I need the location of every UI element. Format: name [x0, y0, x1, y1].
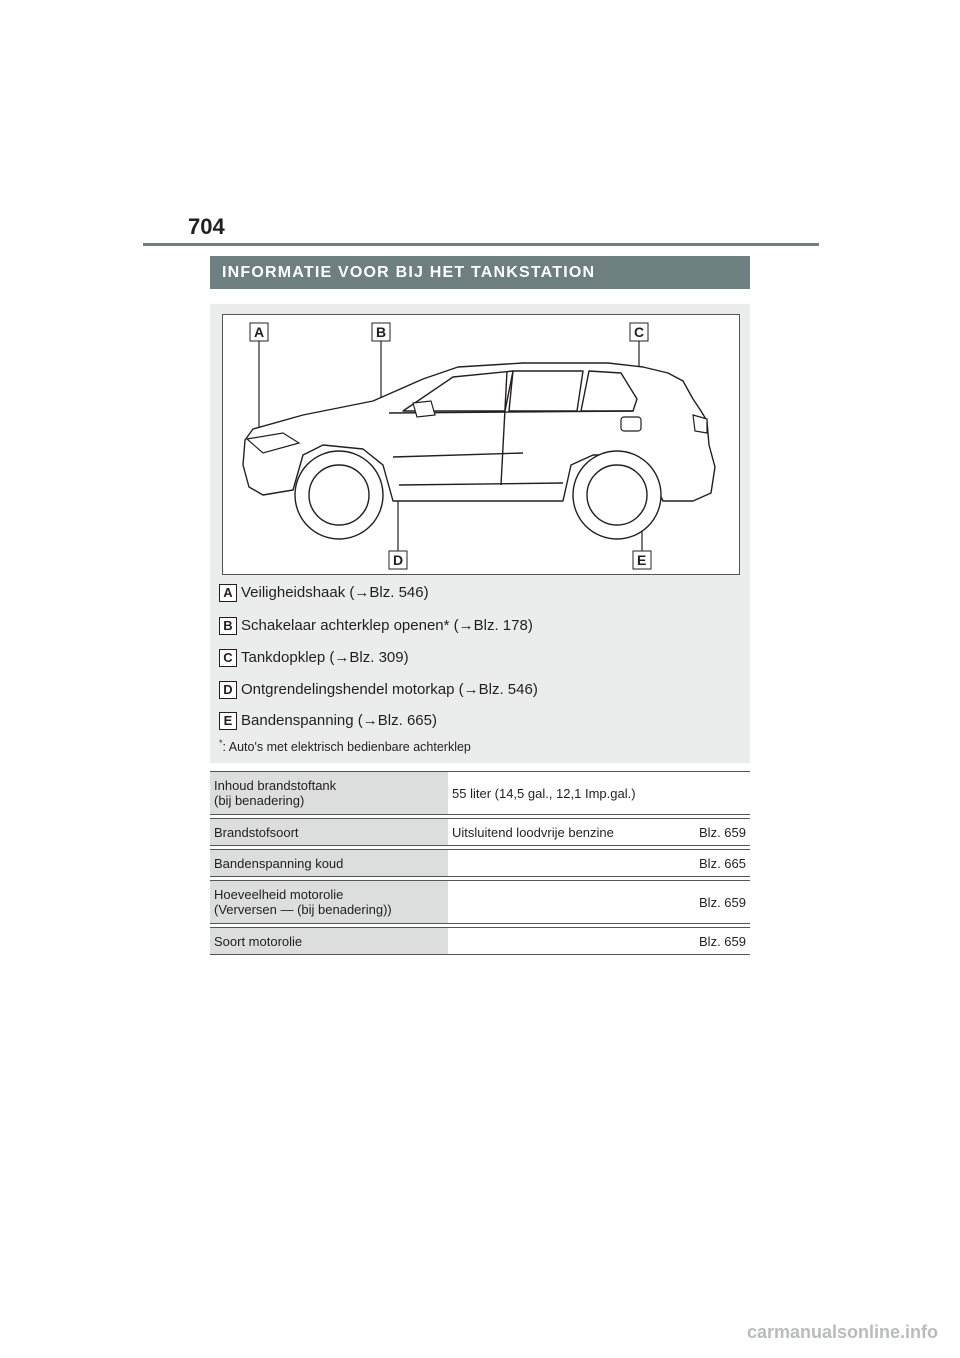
table-value-cell — [448, 819, 750, 846]
callout-b: B — [376, 324, 387, 340]
label-line: (bij benadering) — [214, 793, 305, 808]
callout-d: D — [393, 552, 404, 568]
value-text: Uitsluitend loodvrije benzine — [452, 824, 614, 840]
legend-text-b: Schakelaar achterklep openen* (→Blz. 178) — [241, 617, 533, 634]
table-value-cell — [448, 850, 750, 877]
car-illustration — [222, 314, 740, 575]
label-line: Brandstofsoort — [214, 824, 299, 840]
page-reference: Blz. 665 — [699, 855, 746, 871]
table-label-cell — [210, 881, 448, 924]
value-text: 55 liter (14,5 gal., 12,1 Imp.gal.) — [452, 785, 636, 801]
page-reference: Blz. 659 — [699, 894, 746, 910]
table-label-cell — [210, 772, 448, 815]
header-rule — [143, 243, 819, 246]
label-line: Hoeveelheid motorolie — [214, 887, 344, 902]
table-label-cell — [210, 819, 448, 846]
page-reference: Blz. 659 — [699, 824, 746, 840]
table-label-cell — [210, 928, 448, 955]
label-line: Bandenspanning koud — [214, 855, 344, 871]
page-reference: Blz. 659 — [699, 933, 746, 949]
table-label-cell — [210, 850, 448, 877]
label-line: (Verversen — (bij benadering)) — [214, 902, 392, 917]
footnote — [219, 738, 471, 754]
table-row — [210, 850, 750, 877]
watermark: carmanualsonline.info — [746, 1322, 938, 1342]
callout-c: C — [634, 324, 645, 340]
legend-text-d: Ontgrendelingshendel motorkap (→Blz. 546) — [241, 681, 538, 698]
section-title: INFORMATIE VOOR BIJ HET TANKSTATION — [210, 256, 750, 289]
table-row — [210, 819, 750, 846]
table-value-cell — [448, 772, 750, 815]
legend-letter-a: A — [219, 584, 237, 602]
table-row — [210, 928, 750, 955]
legend-letter-d: D — [219, 681, 237, 699]
table-row — [210, 772, 750, 815]
callout-a: A — [254, 324, 265, 340]
fuel-info-table — [210, 771, 750, 955]
label-line: Soort motorolie — [214, 933, 303, 949]
legend-letter-b: B — [219, 617, 237, 635]
label-line: Inhoud brandstoftank — [214, 778, 337, 793]
legend-text-a: Veiligheidshaak (→Blz. 546) — [241, 584, 429, 601]
legend-letter-e: E — [219, 712, 237, 730]
page-number: 704 — [188, 214, 225, 239]
footnote-text: : Auto's met elektrisch bedienbare achterklep — [222, 740, 471, 755]
car-side-view-drawing — [223, 315, 741, 576]
legend-letter-c: C — [219, 649, 237, 667]
callout-e: E — [637, 552, 647, 568]
legend-text-c: Tankdopklep (→Blz. 309) — [241, 649, 409, 666]
table-value-cell — [448, 881, 750, 924]
legend-text-e: Bandenspanning (→Blz. 665) — [241, 712, 437, 729]
footnote-marker: * — [219, 738, 223, 748]
table-value-cell — [448, 928, 750, 955]
table-row — [210, 881, 750, 924]
